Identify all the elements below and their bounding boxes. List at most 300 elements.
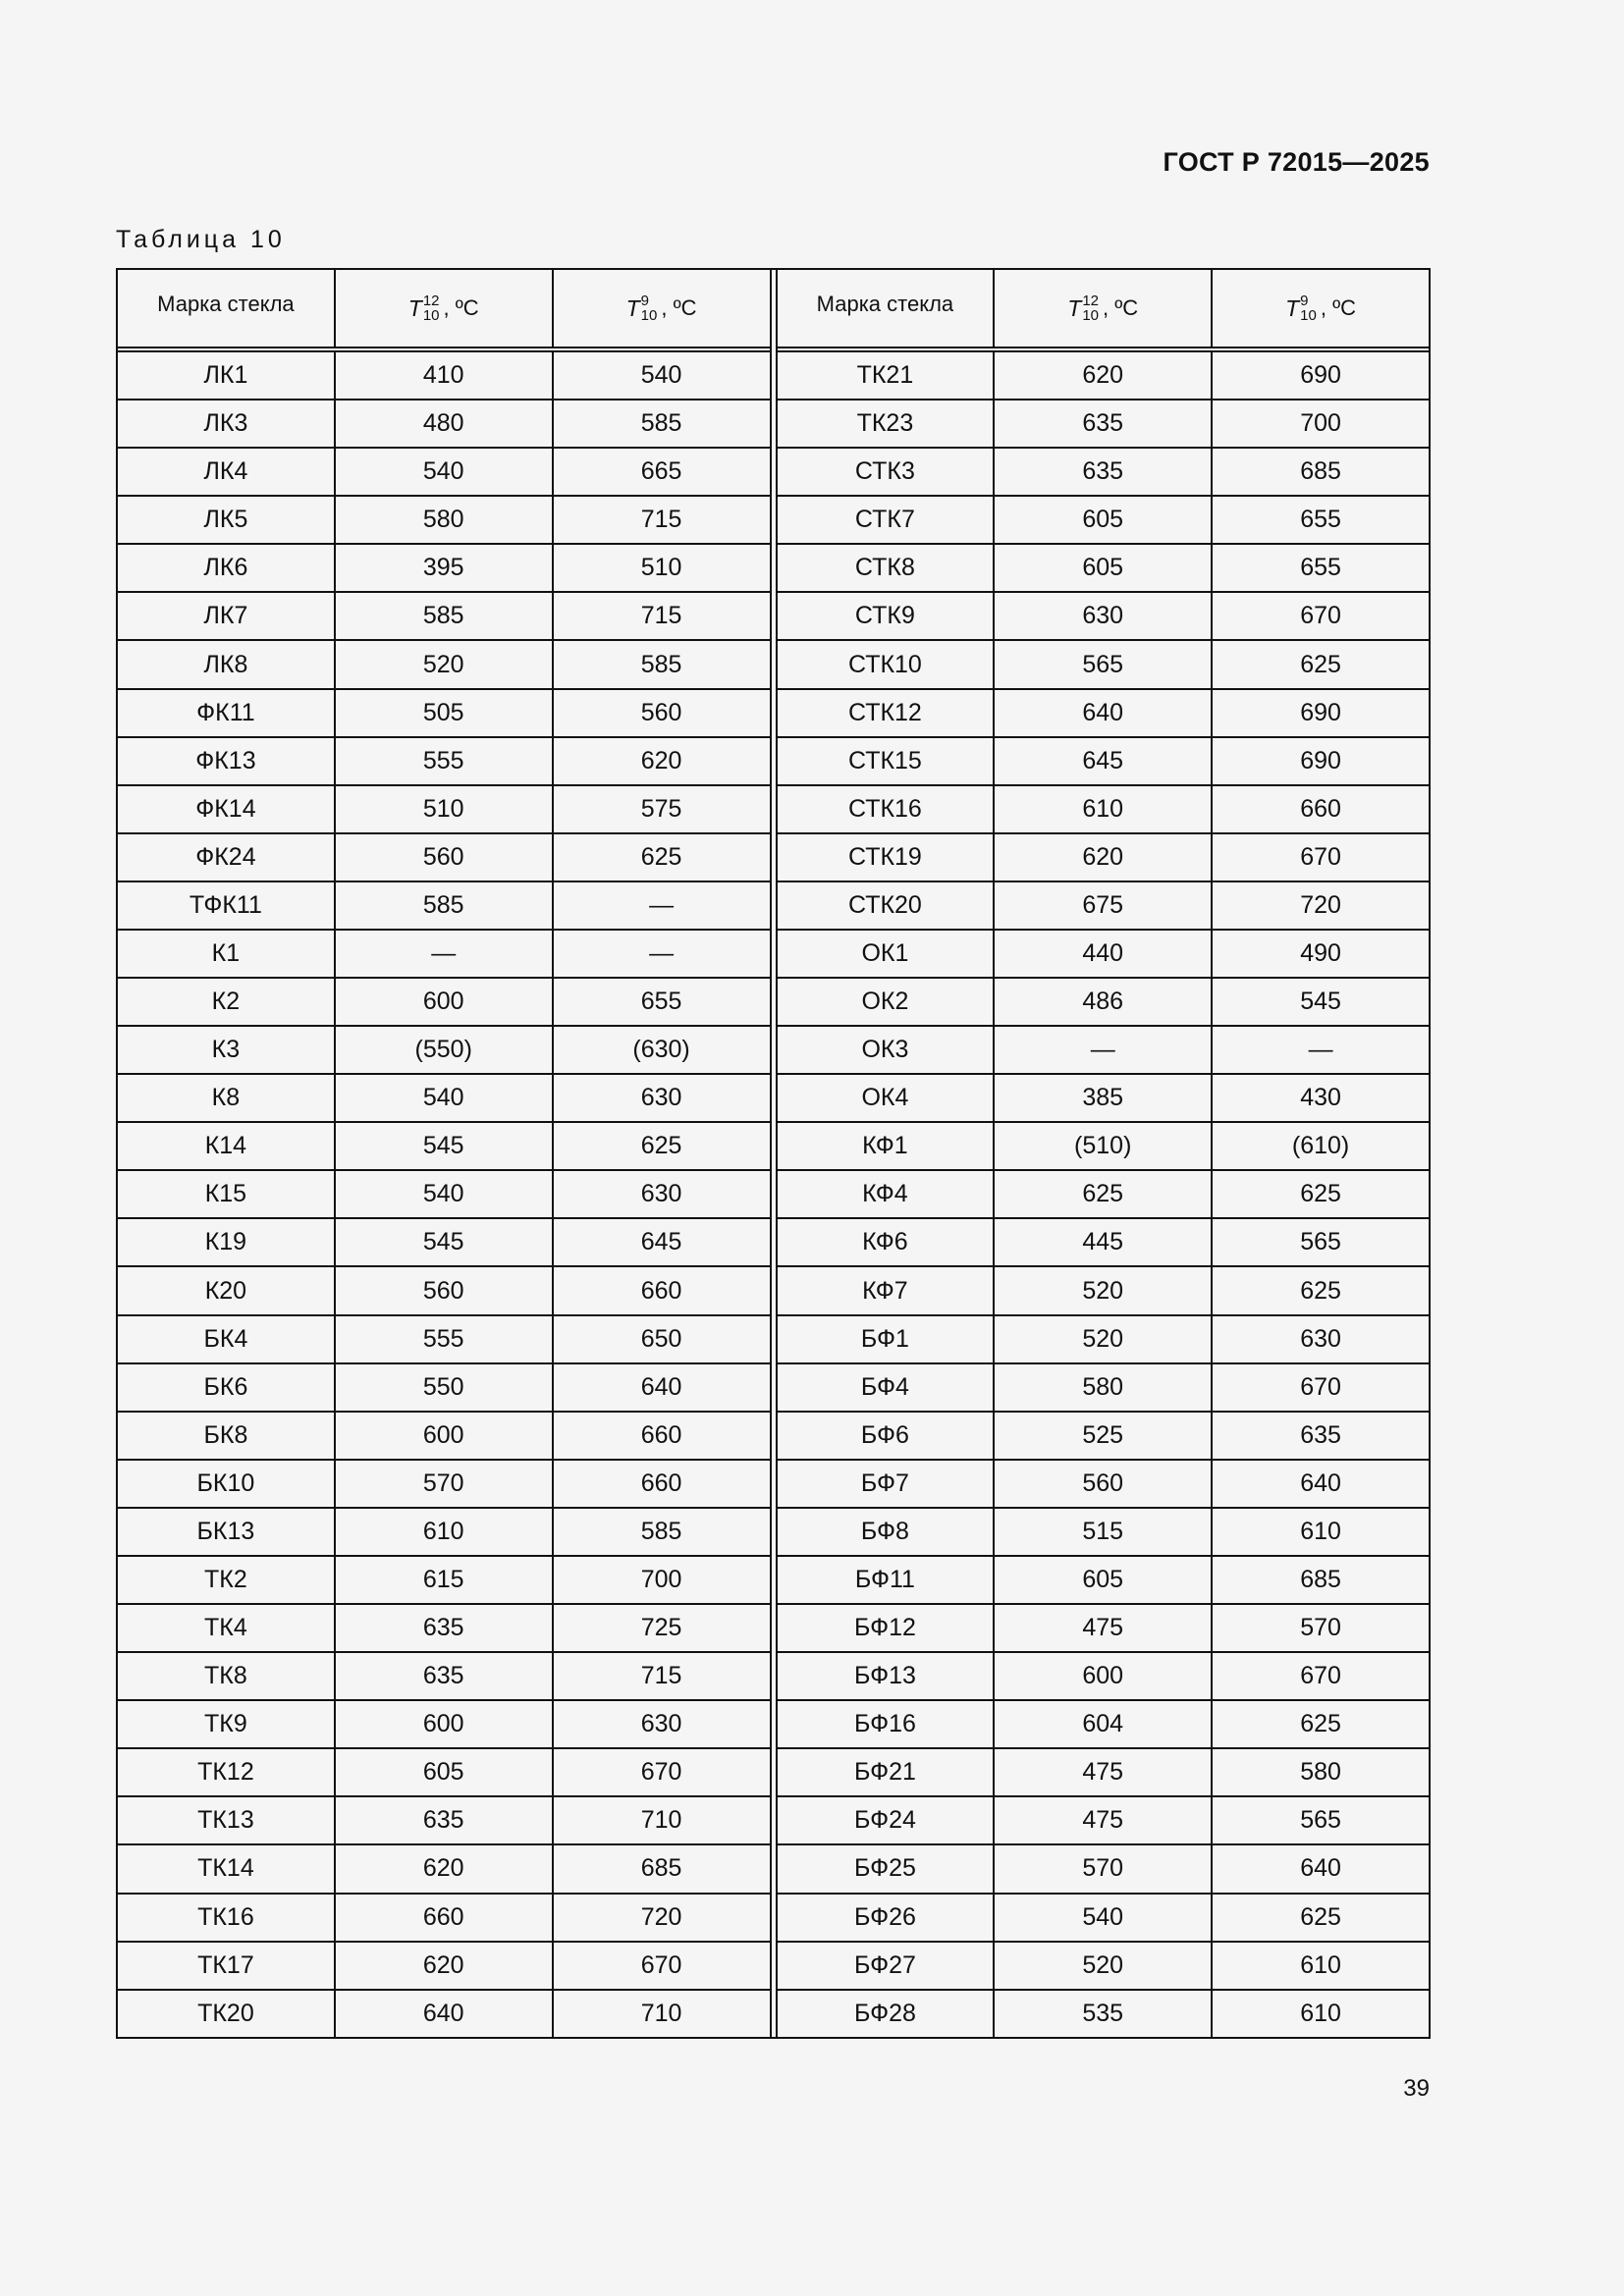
cell-glass-brand: К3 xyxy=(118,1027,336,1073)
cell-t9: 625 xyxy=(1300,650,1341,678)
table-row xyxy=(778,1653,1430,1701)
document-code: ГОСТ Р 72015—2025 xyxy=(1163,147,1430,177)
cell-t12: 440 xyxy=(995,931,1213,977)
cell-t12: 645 xyxy=(995,738,1213,784)
cell-glass-brand: ФК11 xyxy=(118,690,336,736)
cell-t9: 620 xyxy=(640,746,682,774)
table-row xyxy=(778,786,1430,834)
table-row xyxy=(118,1364,770,1413)
cell-t9: 655 xyxy=(1300,554,1341,582)
cell-t12: 540 xyxy=(336,1075,554,1121)
cell-glass-brand: СТК15 xyxy=(778,738,996,784)
cell-glass-brand: ФК14 xyxy=(118,786,336,832)
cell-t12: 525 xyxy=(995,1413,1213,1459)
cell-t12: 600 xyxy=(336,1701,554,1747)
cell-t9: (630) xyxy=(632,1036,690,1064)
table-row xyxy=(118,1797,770,1845)
cell-glass-brand: ТК13 xyxy=(118,1797,336,1843)
cell-t12: 604 xyxy=(995,1701,1213,1747)
cell-t9: 715 xyxy=(640,602,682,630)
table-row xyxy=(778,1943,1430,1991)
cell-glass-brand: ФК24 xyxy=(118,834,336,881)
cell-glass-brand: ТК17 xyxy=(118,1943,336,1989)
table-row xyxy=(118,1701,770,1749)
cell-t12: (550) xyxy=(336,1027,554,1073)
cell-t9: 670 xyxy=(640,1758,682,1787)
table-row xyxy=(778,1461,1430,1509)
table-row xyxy=(118,449,770,497)
table-row xyxy=(118,1267,770,1315)
cell-glass-brand: ФК13 xyxy=(118,738,336,784)
header-t9-sup: 9 xyxy=(640,293,650,309)
cell-t12: 635 xyxy=(995,400,1213,447)
header-t9 xyxy=(1213,270,1429,347)
cell-t9: 715 xyxy=(640,506,682,534)
cell-t12: 640 xyxy=(995,690,1213,736)
header-glass-brand: Марка стекла xyxy=(778,270,996,347)
cell-t9: 540 xyxy=(640,361,682,390)
cell-t9: 640 xyxy=(1300,1468,1341,1497)
cell-t9: 610 xyxy=(1300,1999,1341,2027)
cell-t12: 475 xyxy=(995,1749,1213,1795)
table-row xyxy=(778,1364,1430,1413)
cell-t9: 560 xyxy=(640,698,682,726)
cell-glass-brand: ТК4 xyxy=(118,1605,336,1651)
table-row xyxy=(118,1123,770,1171)
header-t9-unit: , ºC xyxy=(661,295,697,320)
cell-t9: — xyxy=(1308,1036,1333,1064)
cell-t12: 545 xyxy=(336,1219,554,1265)
cell-t12: — xyxy=(336,931,554,977)
header-t12-sub: 10 xyxy=(1082,307,1100,324)
cell-t12: 635 xyxy=(995,449,1213,495)
cell-t9: 720 xyxy=(640,1902,682,1931)
table-row xyxy=(778,882,1430,931)
cell-t9: 510 xyxy=(640,554,682,582)
cell-t9: 610 xyxy=(1300,1517,1341,1545)
table-row xyxy=(778,1267,1430,1315)
cell-t12: 395 xyxy=(336,545,554,591)
table-row xyxy=(778,1749,1430,1797)
table-row xyxy=(778,545,1430,593)
cell-t12: 540 xyxy=(336,1171,554,1217)
cell-t12: 620 xyxy=(995,352,1213,399)
table-row xyxy=(118,593,770,641)
glass-temperature-table xyxy=(116,268,1431,2039)
cell-t9: 670 xyxy=(1300,842,1341,871)
table-row xyxy=(118,1219,770,1267)
cell-glass-brand: К2 xyxy=(118,979,336,1025)
cell-t12: 610 xyxy=(995,786,1213,832)
cell-glass-brand: БФ25 xyxy=(778,1845,996,1892)
cell-t12: 620 xyxy=(336,1845,554,1892)
table-row xyxy=(118,1461,770,1509)
table-row xyxy=(118,1171,770,1219)
cell-glass-brand: БФ1 xyxy=(778,1316,996,1362)
header-t9-symbol: T xyxy=(625,294,640,321)
cell-glass-brand: ЛК1 xyxy=(118,352,336,399)
table-row xyxy=(778,400,1430,449)
table-row xyxy=(118,1943,770,1991)
cell-t9: 710 xyxy=(640,1999,682,2027)
cell-t9: 565 xyxy=(1300,1228,1341,1256)
cell-t9: 625 xyxy=(1300,1902,1341,1931)
cell-t9: 660 xyxy=(640,1276,682,1305)
cell-t12: 410 xyxy=(336,352,554,399)
cell-glass-brand: ОК2 xyxy=(778,979,996,1025)
cell-glass-brand: БФ28 xyxy=(778,1991,996,2037)
cell-t12: 635 xyxy=(336,1653,554,1699)
cell-glass-brand: СТК16 xyxy=(778,786,996,832)
cell-t9: 585 xyxy=(640,1517,682,1545)
cell-glass-brand: ЛК3 xyxy=(118,400,336,447)
cell-t9: 570 xyxy=(1300,1614,1341,1642)
table-row xyxy=(778,834,1430,882)
cell-t12: 535 xyxy=(995,1991,1213,2037)
table-row xyxy=(118,352,770,400)
cell-glass-brand: БФ12 xyxy=(778,1605,996,1651)
cell-glass-brand: К15 xyxy=(118,1171,336,1217)
table-row xyxy=(118,1749,770,1797)
cell-glass-brand: БФ7 xyxy=(778,1461,996,1507)
header-t9 xyxy=(554,270,770,347)
cell-glass-brand: СТК12 xyxy=(778,690,996,736)
table-row xyxy=(778,738,1430,786)
cell-t9: (610) xyxy=(1291,1132,1350,1160)
table-row xyxy=(118,1509,770,1557)
cell-glass-brand: К14 xyxy=(118,1123,336,1169)
cell-glass-brand: БФ26 xyxy=(778,1895,996,1941)
cell-t9: 630 xyxy=(1300,1324,1341,1353)
cell-t9: 585 xyxy=(640,650,682,678)
cell-t12: 475 xyxy=(995,1605,1213,1651)
cell-t12: 635 xyxy=(336,1797,554,1843)
page-number: 39 xyxy=(1403,2075,1430,2102)
cell-glass-brand: СТК19 xyxy=(778,834,996,881)
cell-glass-brand: ОК4 xyxy=(778,1075,996,1121)
cell-t12: 605 xyxy=(336,1749,554,1795)
cell-t9: 660 xyxy=(1300,794,1341,823)
cell-t12: (510) xyxy=(995,1123,1213,1169)
header-t12-sup: 12 xyxy=(1082,293,1100,309)
cell-t9: 645 xyxy=(640,1228,682,1256)
cell-t9: 625 xyxy=(640,1132,682,1160)
cell-t12: 610 xyxy=(336,1509,554,1555)
cell-glass-brand: ТК16 xyxy=(118,1895,336,1941)
table-row xyxy=(118,545,770,593)
cell-t12: — xyxy=(995,1027,1213,1073)
cell-t9: 700 xyxy=(1300,409,1341,438)
cell-glass-brand: К19 xyxy=(118,1219,336,1265)
cell-glass-brand: К8 xyxy=(118,1075,336,1121)
table-row xyxy=(118,690,770,738)
table-row xyxy=(118,1845,770,1894)
header-t12-symbol: T xyxy=(407,294,422,321)
cell-t9: 545 xyxy=(1300,988,1341,1016)
cell-glass-brand: БФ27 xyxy=(778,1943,996,1989)
cell-glass-brand: БФ8 xyxy=(778,1509,996,1555)
header-t9-sub: 10 xyxy=(640,307,658,324)
cell-glass-brand: ЛК8 xyxy=(118,641,336,687)
cell-t9: 690 xyxy=(1300,361,1341,390)
cell-t12: 560 xyxy=(995,1461,1213,1507)
table-row xyxy=(778,1219,1430,1267)
cell-glass-brand: ОК1 xyxy=(778,931,996,977)
table-row xyxy=(778,690,1430,738)
cell-t9: 690 xyxy=(1300,698,1341,726)
cell-glass-brand: ТК9 xyxy=(118,1701,336,1747)
cell-t9: 490 xyxy=(1300,938,1341,967)
table-row xyxy=(118,979,770,1027)
cell-t9: 665 xyxy=(640,457,682,486)
cell-t12: 445 xyxy=(995,1219,1213,1265)
table-row xyxy=(118,1316,770,1364)
cell-t12: 625 xyxy=(995,1171,1213,1217)
cell-t9: 610 xyxy=(1300,1950,1341,1979)
table-row xyxy=(118,1653,770,1701)
cell-t9: 580 xyxy=(1300,1758,1341,1787)
cell-t12: 555 xyxy=(336,1316,554,1362)
table-row xyxy=(778,497,1430,545)
cell-t12: 630 xyxy=(995,593,1213,639)
header-t9-symbol: T xyxy=(1285,294,1300,321)
cell-glass-brand: СТК10 xyxy=(778,641,996,687)
cell-t9: 635 xyxy=(1300,1420,1341,1449)
cell-t12: 540 xyxy=(336,449,554,495)
table-header-row xyxy=(778,270,1430,352)
table-left-half xyxy=(118,270,772,2037)
cell-t12: 580 xyxy=(336,497,554,543)
cell-t12: 585 xyxy=(336,593,554,639)
table-row xyxy=(778,1557,1430,1605)
cell-glass-brand: КФ4 xyxy=(778,1171,996,1217)
table-row xyxy=(778,449,1430,497)
table-row xyxy=(778,593,1430,641)
cell-t12: 600 xyxy=(995,1653,1213,1699)
cell-t12: 550 xyxy=(336,1364,554,1411)
cell-glass-brand: СТК9 xyxy=(778,593,996,639)
table-row xyxy=(778,641,1430,689)
cell-t9: 685 xyxy=(640,1854,682,1883)
cell-glass-brand: ОК3 xyxy=(778,1027,996,1073)
cell-t9: 630 xyxy=(640,1084,682,1112)
cell-glass-brand: СТК3 xyxy=(778,449,996,495)
table-right-body xyxy=(778,352,1430,2037)
cell-glass-brand: БК13 xyxy=(118,1509,336,1555)
cell-t9: 725 xyxy=(640,1614,682,1642)
cell-t12: 605 xyxy=(995,1557,1213,1603)
cell-glass-brand: К1 xyxy=(118,931,336,977)
cell-t9: 640 xyxy=(1300,1854,1341,1883)
cell-t9: 685 xyxy=(1300,457,1341,486)
cell-t12: 580 xyxy=(995,1364,1213,1411)
cell-t12: 385 xyxy=(995,1075,1213,1121)
table-row xyxy=(778,352,1430,400)
table-right-half xyxy=(776,270,1430,2037)
cell-glass-brand: СТК20 xyxy=(778,882,996,929)
cell-t12: 520 xyxy=(995,1267,1213,1313)
cell-t12: 635 xyxy=(336,1605,554,1651)
cell-t9: 630 xyxy=(640,1180,682,1208)
cell-t9: 655 xyxy=(1300,506,1341,534)
cell-t12: 585 xyxy=(336,882,554,929)
header-t12-symbol: T xyxy=(1067,294,1082,321)
cell-t12: 515 xyxy=(995,1509,1213,1555)
cell-t9: 630 xyxy=(640,1710,682,1738)
cell-t9: 625 xyxy=(1300,1710,1341,1738)
cell-t9: 700 xyxy=(640,1565,682,1593)
table-row xyxy=(778,1797,1430,1845)
cell-t12: 480 xyxy=(336,400,554,447)
cell-glass-brand: БК8 xyxy=(118,1413,336,1459)
table-row xyxy=(118,834,770,882)
cell-t9: 625 xyxy=(1300,1276,1341,1305)
cell-glass-brand: КФ7 xyxy=(778,1267,996,1313)
table-row xyxy=(778,1123,1430,1171)
cell-t9: 690 xyxy=(1300,746,1341,774)
header-t12-unit: , ºC xyxy=(443,295,479,320)
cell-t12: 545 xyxy=(336,1123,554,1169)
header-t12-sub: 10 xyxy=(422,307,440,324)
table-row xyxy=(118,1075,770,1123)
cell-t12: 555 xyxy=(336,738,554,784)
cell-t12: 660 xyxy=(336,1895,554,1941)
cell-t12: 560 xyxy=(336,834,554,881)
cell-glass-brand: КФ6 xyxy=(778,1219,996,1265)
header-t12-sup: 12 xyxy=(422,293,440,309)
cell-t12: 570 xyxy=(336,1461,554,1507)
cell-glass-brand: БФ13 xyxy=(778,1653,996,1699)
header-glass-brand: Марка стекла xyxy=(118,270,336,347)
cell-t12: 475 xyxy=(995,1797,1213,1843)
cell-glass-brand: БК4 xyxy=(118,1316,336,1362)
header-t12 xyxy=(336,270,554,347)
table-row xyxy=(118,882,770,931)
header-t9-sub: 10 xyxy=(1300,307,1317,324)
table-row xyxy=(118,1991,770,2037)
cell-t12: 600 xyxy=(336,979,554,1025)
cell-t9: 625 xyxy=(1300,1180,1341,1208)
cell-glass-brand: ТК12 xyxy=(118,1749,336,1795)
cell-t12: 486 xyxy=(995,979,1213,1025)
cell-t12: 620 xyxy=(336,1943,554,1989)
table-row xyxy=(778,1075,1430,1123)
table-row xyxy=(778,1701,1430,1749)
table-row xyxy=(118,1557,770,1605)
table-caption: Таблица 10 xyxy=(116,226,286,253)
cell-glass-brand: БФ16 xyxy=(778,1701,996,1747)
cell-t9: 640 xyxy=(640,1372,682,1401)
cell-t9: 710 xyxy=(640,1806,682,1835)
cell-glass-brand: ЛК5 xyxy=(118,497,336,543)
cell-t9: 650 xyxy=(640,1324,682,1353)
cell-t12: 520 xyxy=(995,1316,1213,1362)
table-row xyxy=(778,931,1430,979)
cell-glass-brand: БФ4 xyxy=(778,1364,996,1411)
table-row xyxy=(118,1027,770,1075)
cell-t9: 430 xyxy=(1300,1084,1341,1112)
table-row xyxy=(778,1027,1430,1075)
table-row xyxy=(778,1991,1430,2037)
cell-t9: 685 xyxy=(1300,1565,1341,1593)
cell-t9: — xyxy=(649,890,675,919)
table-row xyxy=(778,1316,1430,1364)
table-row xyxy=(118,1895,770,1943)
table-row xyxy=(778,1845,1430,1894)
table-row xyxy=(118,400,770,449)
table-header-row xyxy=(118,270,770,352)
cell-t9: 655 xyxy=(640,988,682,1016)
cell-glass-brand: ЛК6 xyxy=(118,545,336,591)
cell-t9: 670 xyxy=(1300,1662,1341,1690)
cell-glass-brand: БФ24 xyxy=(778,1797,996,1843)
table-row xyxy=(778,1605,1430,1653)
cell-t12: 605 xyxy=(995,545,1213,591)
cell-t12: 520 xyxy=(995,1943,1213,1989)
table-row xyxy=(118,641,770,689)
cell-t12: 675 xyxy=(995,882,1213,929)
table-row xyxy=(118,497,770,545)
cell-t12: 600 xyxy=(336,1413,554,1459)
cell-glass-brand: БФ11 xyxy=(778,1557,996,1603)
cell-t12: 540 xyxy=(995,1895,1213,1941)
cell-t9: 625 xyxy=(640,842,682,871)
cell-t9: 585 xyxy=(640,409,682,438)
table-row xyxy=(778,1509,1430,1557)
table-row xyxy=(778,1413,1430,1461)
cell-glass-brand: ТК2 xyxy=(118,1557,336,1603)
cell-glass-brand: ЛК4 xyxy=(118,449,336,495)
cell-glass-brand: ТК8 xyxy=(118,1653,336,1699)
cell-glass-brand: ТК21 xyxy=(778,352,996,399)
cell-t12: 620 xyxy=(995,834,1213,881)
table-row xyxy=(778,979,1430,1027)
cell-t9: — xyxy=(649,938,675,967)
table-row xyxy=(118,786,770,834)
cell-t12: 510 xyxy=(336,786,554,832)
header-t9-unit: , ºC xyxy=(1320,295,1357,320)
cell-glass-brand: БК10 xyxy=(118,1461,336,1507)
cell-glass-brand: СТК7 xyxy=(778,497,996,543)
table-row xyxy=(118,1413,770,1461)
cell-t12: 605 xyxy=(995,497,1213,543)
cell-glass-brand: К20 xyxy=(118,1267,336,1313)
header-t12-unit: , ºC xyxy=(1103,295,1139,320)
table-row xyxy=(778,1171,1430,1219)
cell-glass-brand: СТК8 xyxy=(778,545,996,591)
cell-t9: 660 xyxy=(640,1420,682,1449)
table-row xyxy=(778,1895,1430,1943)
cell-glass-brand: ТК23 xyxy=(778,400,996,447)
header-t9-sup: 9 xyxy=(1300,293,1309,309)
cell-t12: 505 xyxy=(336,690,554,736)
cell-t12: 615 xyxy=(336,1557,554,1603)
cell-t9: 670 xyxy=(1300,602,1341,630)
cell-t12: 520 xyxy=(336,641,554,687)
cell-glass-brand: БФ21 xyxy=(778,1749,996,1795)
cell-t9: 660 xyxy=(640,1468,682,1497)
cell-glass-brand: КФ1 xyxy=(778,1123,996,1169)
header-t12 xyxy=(995,270,1213,347)
table-row xyxy=(118,931,770,979)
table-row xyxy=(118,738,770,786)
table-row xyxy=(118,1605,770,1653)
table-left-body xyxy=(118,352,770,2037)
cell-t9: 720 xyxy=(1300,890,1341,919)
cell-glass-brand: ТФК11 xyxy=(118,882,336,929)
cell-t12: 560 xyxy=(336,1267,554,1313)
cell-glass-brand: ЛК7 xyxy=(118,593,336,639)
